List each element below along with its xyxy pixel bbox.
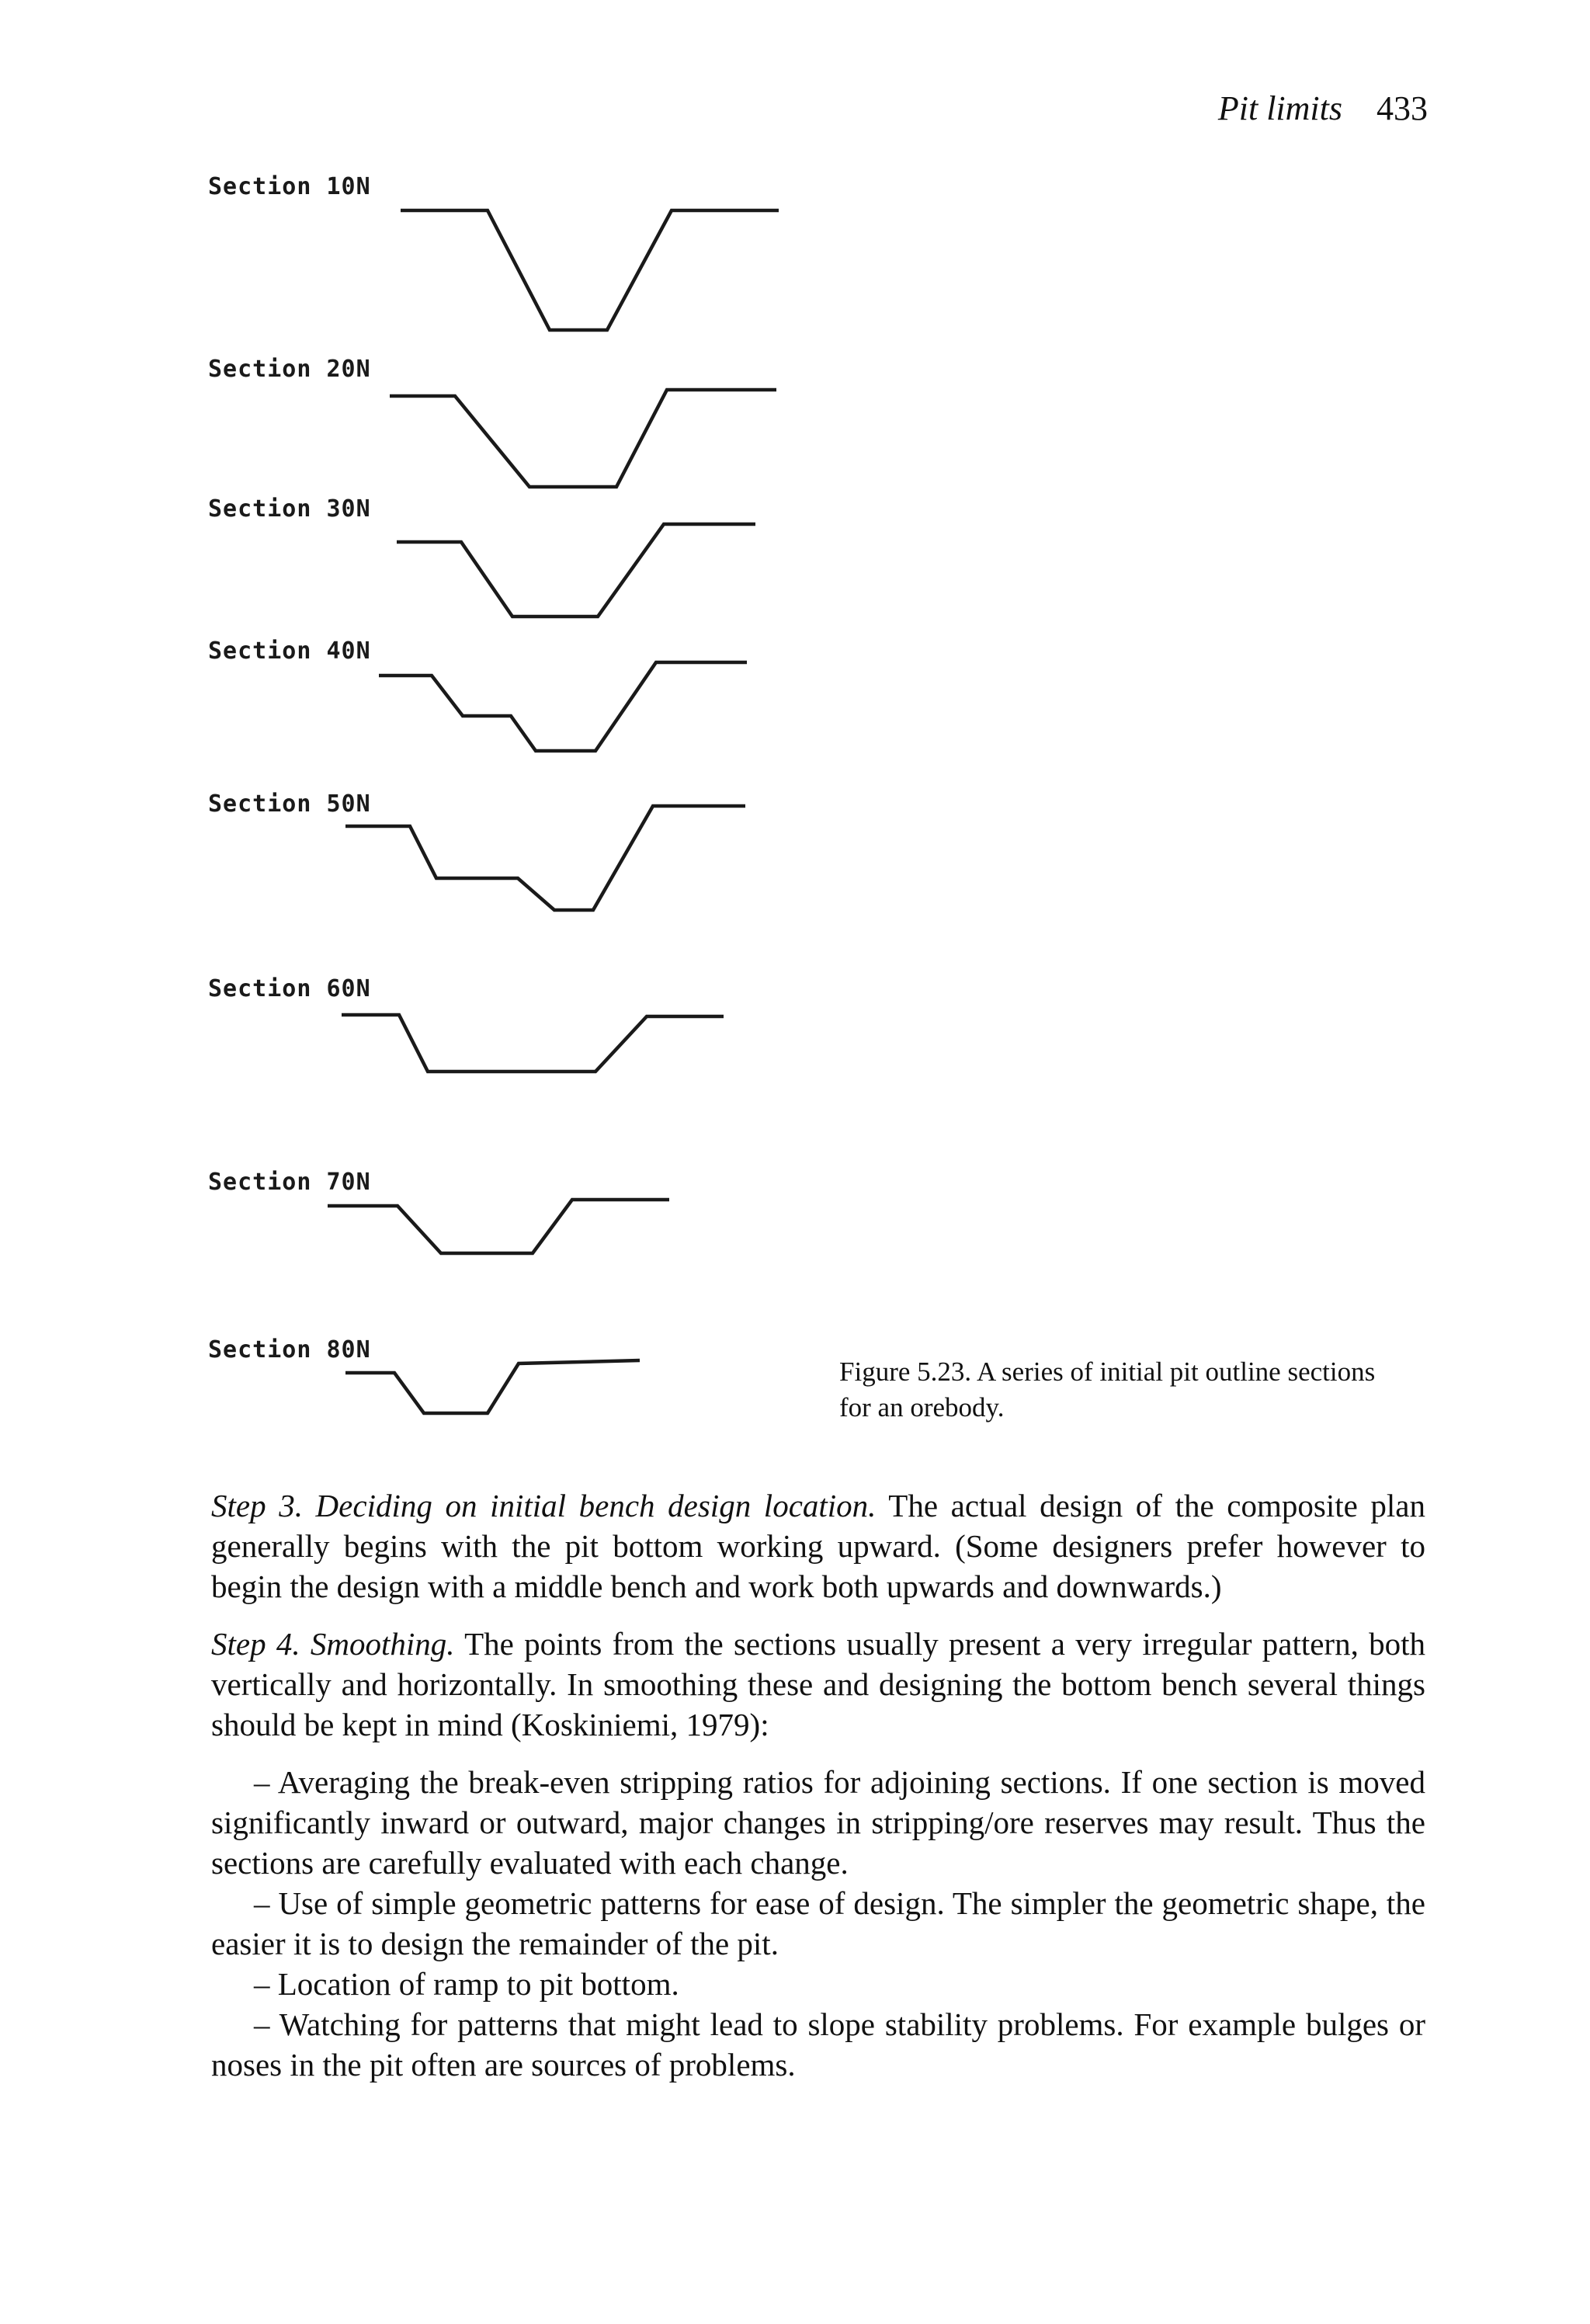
section-label-30n: Section 30N — [208, 495, 371, 523]
section-label-40n: Section 40N — [208, 637, 371, 665]
section-label-10n: Section 10N — [208, 173, 371, 200]
step-4-text: The points from the sections usually present a very irregular pattern, both vertically and horizontally. In smoothing these and designing the bottom bench several things should be kept in mind (Koskiniemi, 1979): — [211, 1626, 1425, 1742]
page-number: 433 — [1376, 89, 1428, 127]
running-head — [1217, 89, 1428, 127]
body-text — [211, 1485, 1425, 2085]
section-label-70n: Section 70N — [208, 1169, 371, 1196]
bullet-item: – Averaging the break-even stripping ratios for adjoining sections. If one section is moved significantly inward or outward, major changes in stripping/ore reserves may result. Thus the sections are carefully evaluated with each change. — [211, 1764, 1425, 1881]
section-label-60n: Section 60N — [208, 975, 371, 1002]
step-4-heading: Step 4. Smoothing. — [211, 1626, 455, 1662]
step-3-text: The actual design of the composite plan generally begins with the pit bottom working upward. (Some designers prefer however to begin the design with a middle bench and work both upwards and downwards.) — [211, 1488, 1425, 1604]
figure-caption-line-2: for an orebody. — [839, 1392, 1005, 1423]
section-profile-20n — [390, 390, 776, 487]
bullet-item: – Use of simple geometric patterns for ease of design. The simpler the geometric shape, the easier it is to design the remainder of the pit. — [211, 1885, 1425, 1961]
step-4-paragraph — [211, 1624, 1425, 1745]
section-label-20n: Section 20N — [208, 356, 371, 383]
running-head-title: Pit limits — [1217, 89, 1342, 127]
bullet-item: – Watching for patterns that might lead to slope stability problems. For example bulges or noses in the pit often are sources of problems. — [211, 2006, 1425, 2083]
section-profile-10n — [401, 210, 779, 330]
step-3-heading: Step 3. Deciding on initial bench design location. — [211, 1488, 877, 1523]
section-label-50n: Section 50N — [208, 790, 371, 818]
pit-sections-drawing — [0, 0, 854, 1475]
figure-caption-line-1: Figure 5.23. A series of initial pit outline sections — [839, 1357, 1376, 1387]
step-3-paragraph — [211, 1485, 1425, 1607]
section-label-80n: Section 80N — [208, 1336, 371, 1363]
section-profile-40n — [379, 662, 747, 751]
figure-caption — [839, 1354, 1437, 1426]
section-profile-70n — [328, 1200, 669, 1253]
bullet-item: – Location of ramp to pit bottom. — [254, 1966, 679, 2002]
section-profile-50n — [345, 806, 745, 910]
section-profile-60n — [342, 1015, 724, 1072]
section-profile-30n — [397, 524, 755, 617]
figure-pit-sections — [0, 0, 854, 1475]
section-profile-80n — [345, 1360, 640, 1413]
